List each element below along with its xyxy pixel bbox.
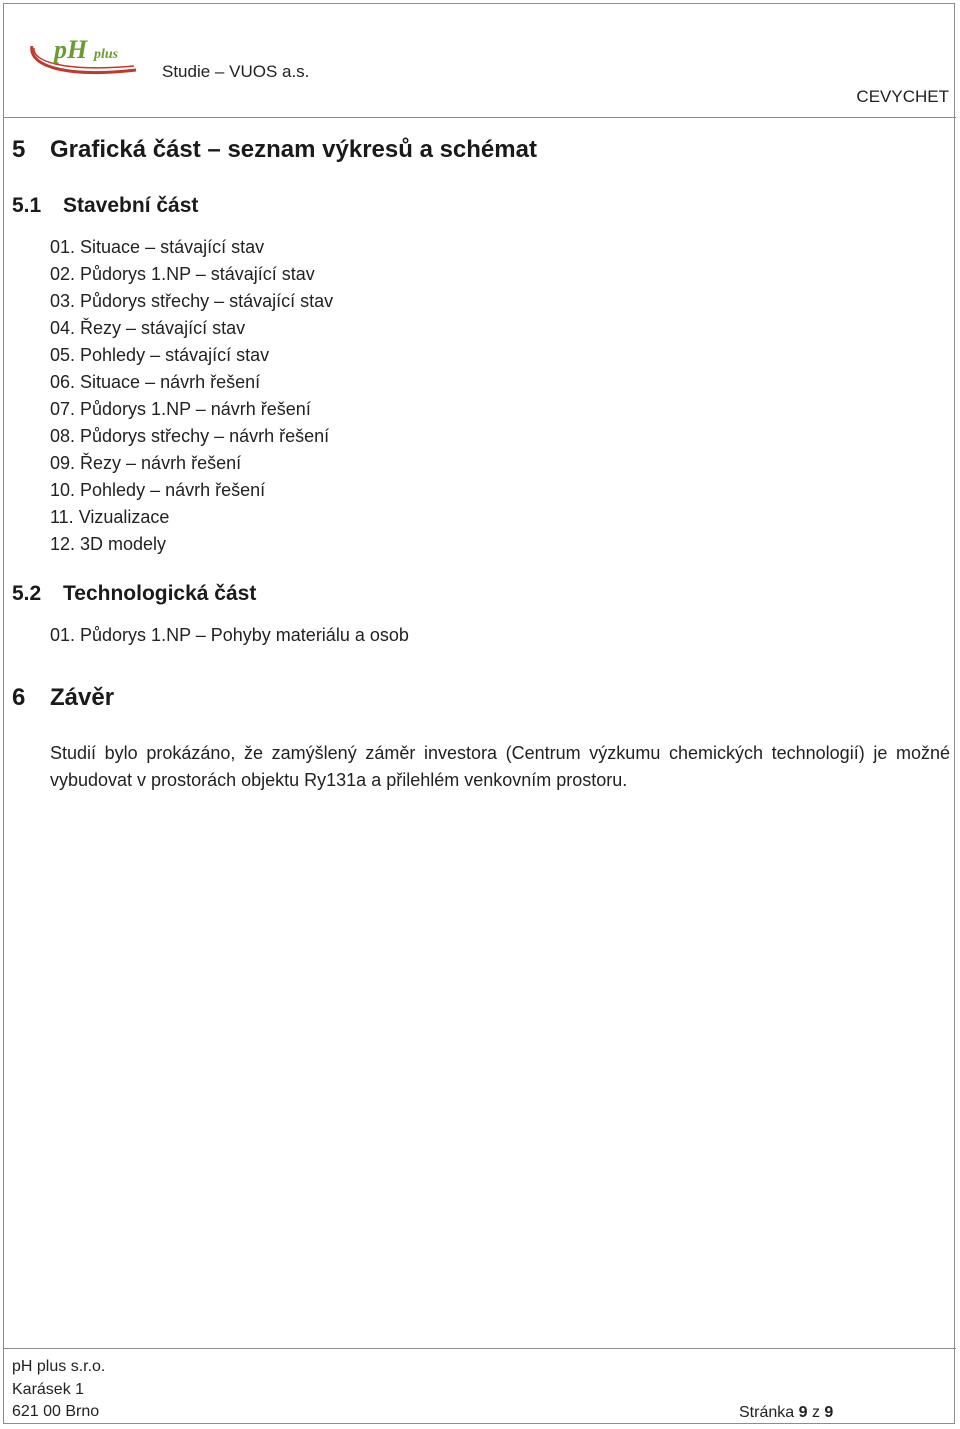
footer-divider [3, 1348, 956, 1349]
footer-address [12, 1356, 105, 1424]
list-item: 04. Řezy – stávající stav [50, 318, 246, 338]
footer-company: pH plus s.r.o. [12, 1358, 106, 1375]
subsection-5-2-heading [12, 582, 256, 606]
list-item: 11. Vizualizace [50, 507, 170, 527]
section-number: 6 [12, 684, 26, 711]
subsection-title: Technologická část [63, 582, 257, 605]
list-item: 08. Půdorys střechy – návrh řešení [50, 426, 330, 446]
section-5-heading [12, 136, 537, 164]
document-title: Studie – VUOS a.s. [162, 62, 310, 81]
list-item: 07. Půdorys 1.NP – návrh řešení [50, 399, 311, 419]
conclusion-paragraph: Studií bylo prokázáno, že zamýšlený záměr investora (Centrum výzkumu chemických technologií) je možné vybudovat v prostorách objektu Ry131a a přilehlém venkovním prostoru. [50, 743, 950, 790]
list-item: 05. Pohledy – stávající stav [50, 345, 270, 365]
svg-text:plus: plus [94, 47, 119, 62]
footer-city: 621 00 Brno [12, 1403, 100, 1420]
list-item: 10. Pohledy – návrh řešení [50, 480, 266, 500]
drawing-list-technology [50, 622, 409, 649]
list-item: 03. Půdorys střechy – stávající stav [50, 291, 334, 311]
list-item: 02. Půdorys 1.NP – stávající stav [50, 264, 315, 284]
list-item: 06. Situace – návrh řešení [50, 372, 261, 392]
svg-text:pH: pH [54, 35, 88, 64]
document-code: CEVYCHET [856, 87, 949, 106]
list-item: 01. Půdorys 1.NP – Pohyby materiálu a osob [50, 625, 409, 645]
section-title: Závěr [50, 684, 115, 711]
page-current: 9 [798, 1404, 808, 1421]
list-item: 12. 3D modely [50, 534, 167, 554]
section-number: 5 [12, 136, 26, 163]
drawing-list-building [50, 234, 333, 558]
list-item: 01. Situace – stávající stav [50, 237, 265, 257]
footer-street: Karásek 1 [12, 1380, 85, 1398]
subsection-title: Stavební část [63, 194, 199, 217]
page-number [739, 1402, 833, 1424]
page-total: 9 [824, 1404, 834, 1421]
page-label: Stránka [739, 1404, 795, 1421]
section-title: Grafická část – seznam výkresů a schémat [50, 136, 537, 163]
section-6-heading [12, 684, 114, 712]
list-item: 09. Řezy – návrh řešení [50, 453, 242, 473]
subsection-number: 5.1 [12, 194, 42, 217]
subsection-number: 5.2 [12, 582, 42, 605]
header-divider [3, 117, 956, 118]
subsection-5-1-heading [12, 194, 198, 218]
page-separator: z [811, 1404, 820, 1421]
company-logo [26, 26, 166, 86]
